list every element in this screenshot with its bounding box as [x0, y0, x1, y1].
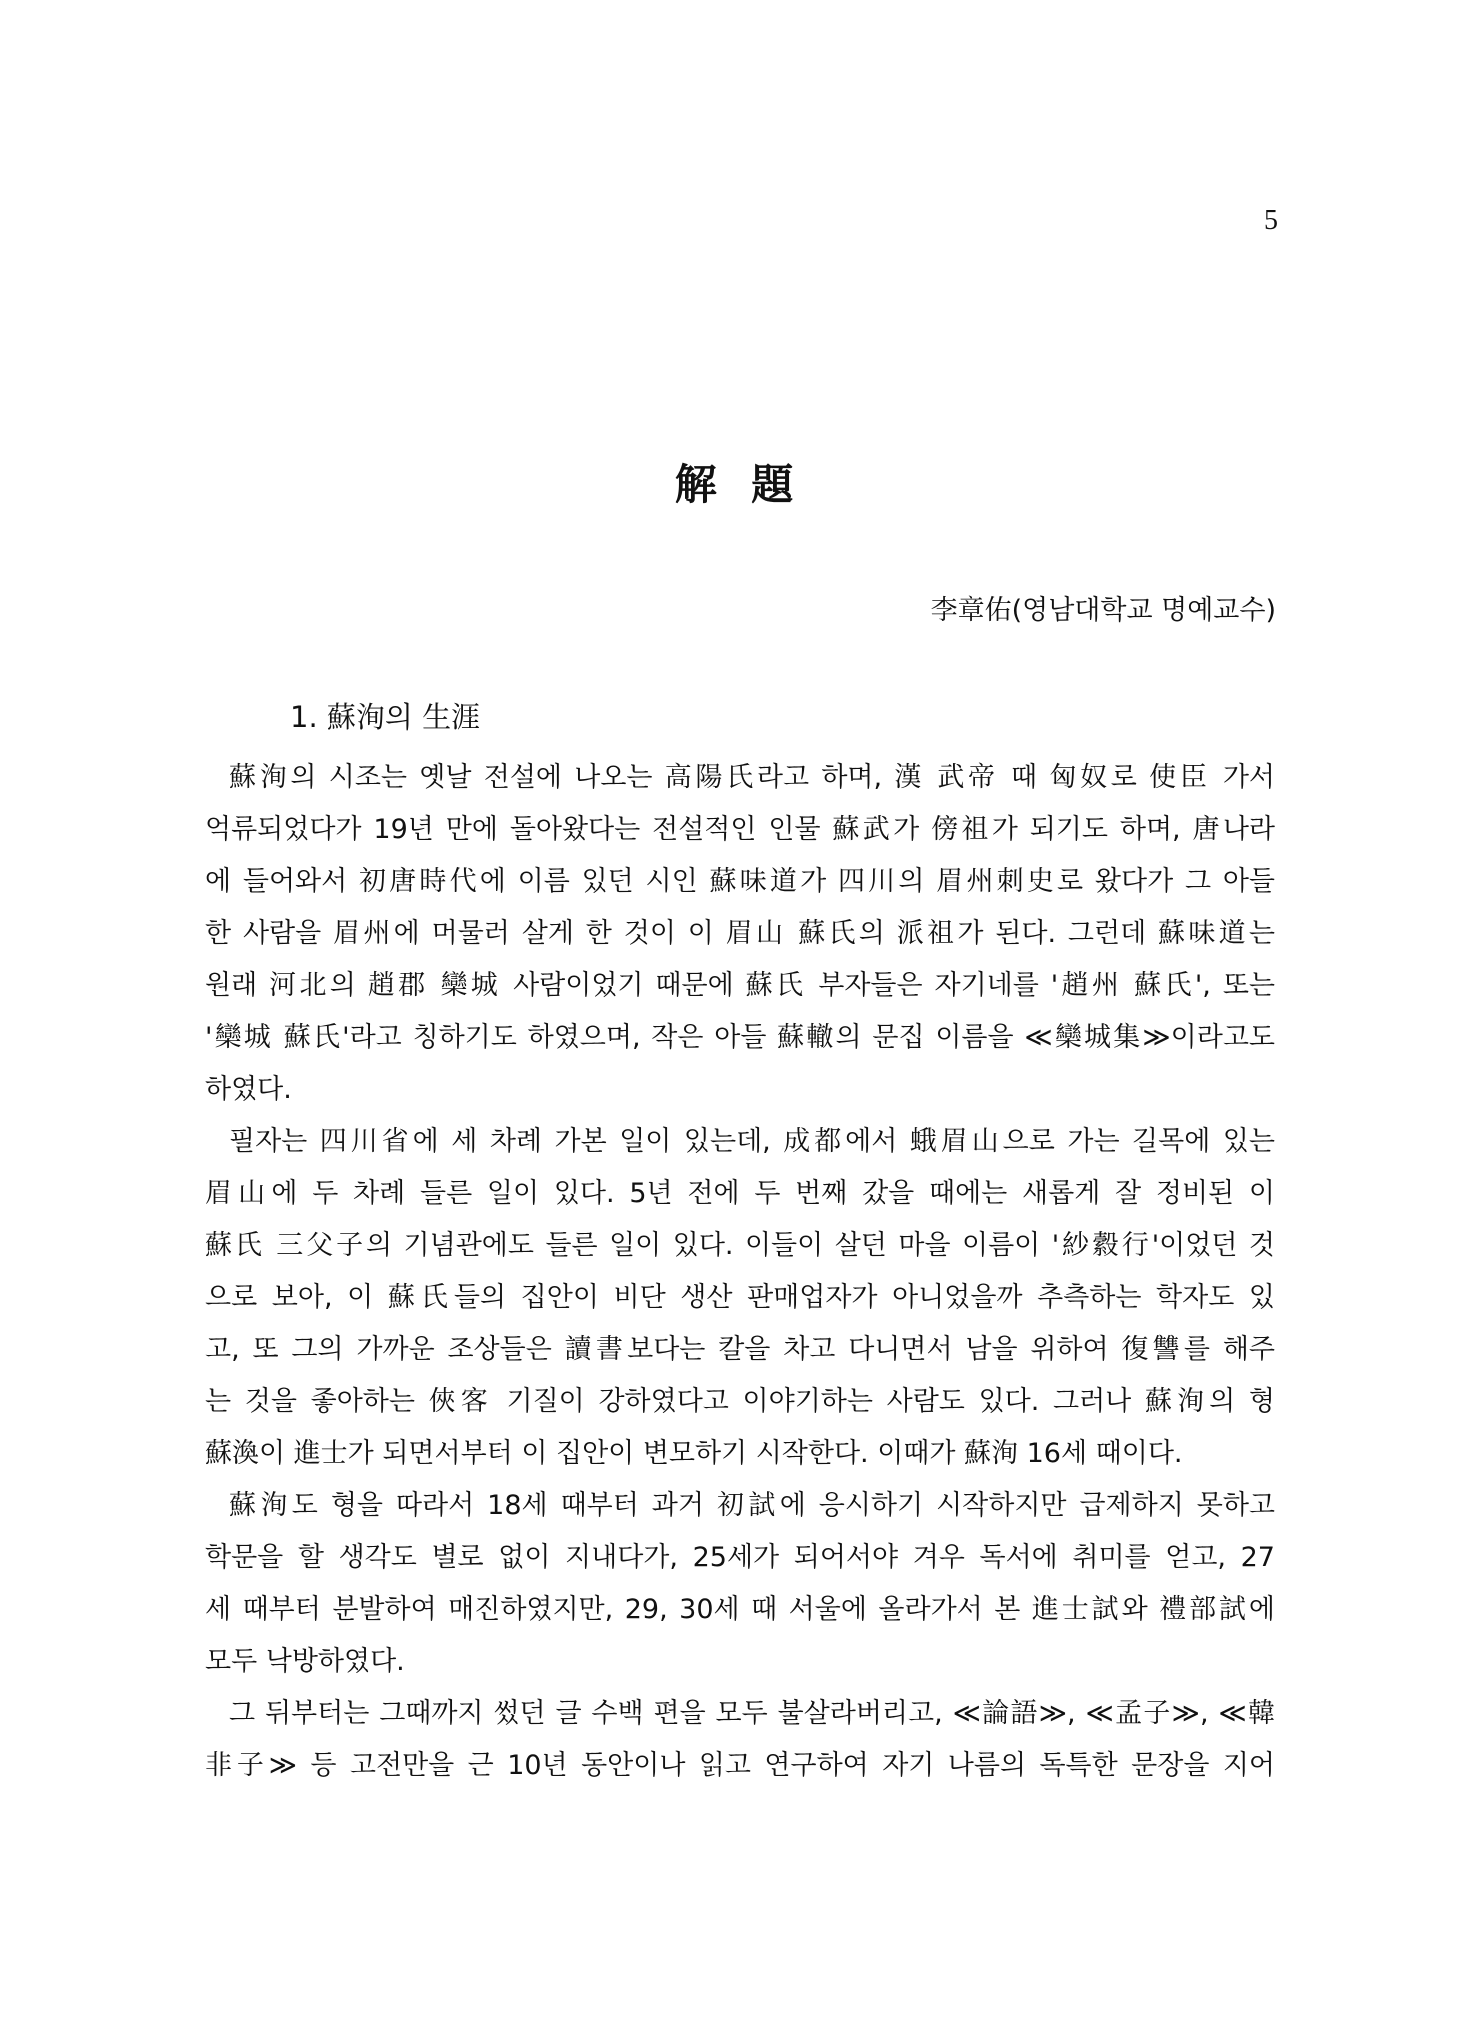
- text-line: 는 것을 좋아하는 俠客 기질이 강하였다고 이야기하는 사람도 있다. 그러나 蘇洵의 형: [205, 1386, 1275, 1417]
- text-line: 眉山에 두 차례 들른 일이 있다. 5년 전에 두 번째 갔을 때에는 새롭게 잘 정비된 이: [205, 1178, 1275, 1209]
- text-line: 필자는 四川省에 세 차례 가본 일이 있는데, 成都에서 蛾眉山으로 가는 길목에 있는: [229, 1126, 1275, 1157]
- text-line: 에 들어와서 初唐時代에 이름 있던 시인 蘇味道가 四川의 眉州刺史로 왔다가 그 아들: [205, 866, 1275, 897]
- text-line: 蘇氏 三父子의 기념관에도 들른 일이 있다. 이들이 살던 마을 이름이 '紗縠行'이었던 것: [205, 1230, 1275, 1261]
- page-number: 5: [1264, 205, 1278, 236]
- text-line: 고, 또 그의 가까운 조상들은 讀書보다는 칼을 차고 다니면서 남을 위하여 復讐를 해주: [205, 1334, 1275, 1365]
- paragraph: [205, 1116, 1275, 1480]
- text-line: 으로 보아, 이 蘇氏들의 집안이 비단 생산 판매업자가 아니었을까 추측하는 학자도 있: [205, 1282, 1275, 1313]
- body-text: [205, 752, 1275, 1792]
- text-line: 억류되었다가 19년 만에 돌아왔다는 전설적인 인물 蘇武가 傍祖가 되기도 하며, 唐나라: [205, 814, 1276, 845]
- section-heading: 1. 蘇洵의 生涯: [290, 700, 481, 734]
- text-line: 蘇洵의 시조는 옛날 전설에 나오는 高陽氏라고 하며, 漢 武帝 때 匈奴로 使臣 가서: [229, 762, 1275, 793]
- text-line: 원래 河北의 趙郡 欒城 사람이었기 때문에 蘇氏 부자들은 자기네를 '趙州 蘇氏', 또는: [205, 970, 1275, 1001]
- text-line: 모두 낙방하였다.: [205, 1646, 405, 1677]
- text-line: 세 때부터 분발하여 매진하였지만, 29, 30세 때 서울에 올라가서 본 進士試와 禮部試에: [205, 1594, 1275, 1625]
- text-line: 학문을 할 생각도 별로 없이 지내다가, 25세가 되어서야 겨우 독서에 취미를 얻고, 27: [205, 1542, 1275, 1573]
- text-line: 非子≫ 등 고전만을 근 10년 동안이나 읽고 연구하여 자기 나름의 독특한 문장을 지어: [205, 1750, 1275, 1781]
- text-line: 하였다.: [205, 1074, 292, 1105]
- text-line: '欒城 蘇氏'라고 칭하기도 하였으며, 작은 아들 蘇轍의 문집 이름을 ≪欒城集≫이라고도: [205, 1022, 1275, 1053]
- paragraph: [205, 752, 1275, 1116]
- text-line: 한 사람을 眉州에 머물러 살게 한 것이 이 眉山 蘇氏의 派祖가 된다. 그런데 蘇味道는: [205, 918, 1275, 949]
- page-title: 解 題: [674, 460, 804, 509]
- text-line: 그 뒤부터는 그때까지 썼던 글 수백 편을 모두 불살라버리고, ≪論語≫, ≪孟子≫, ≪韓: [229, 1698, 1275, 1729]
- author-line: 李章佑(영남대학교 명예교수): [930, 595, 1276, 626]
- paragraph: [205, 1480, 1275, 1688]
- paragraph: [205, 1688, 1275, 1792]
- text-line: 蘇渙이 進士가 되면서부터 이 집안이 변모하기 시작한다. 이때가 蘇洵 16세 때이다.: [205, 1438, 1183, 1469]
- text-line: 蘇洵도 형을 따라서 18세 때부터 과거 初試에 응시하기 시작하지만 급제하지 못하고: [229, 1490, 1275, 1521]
